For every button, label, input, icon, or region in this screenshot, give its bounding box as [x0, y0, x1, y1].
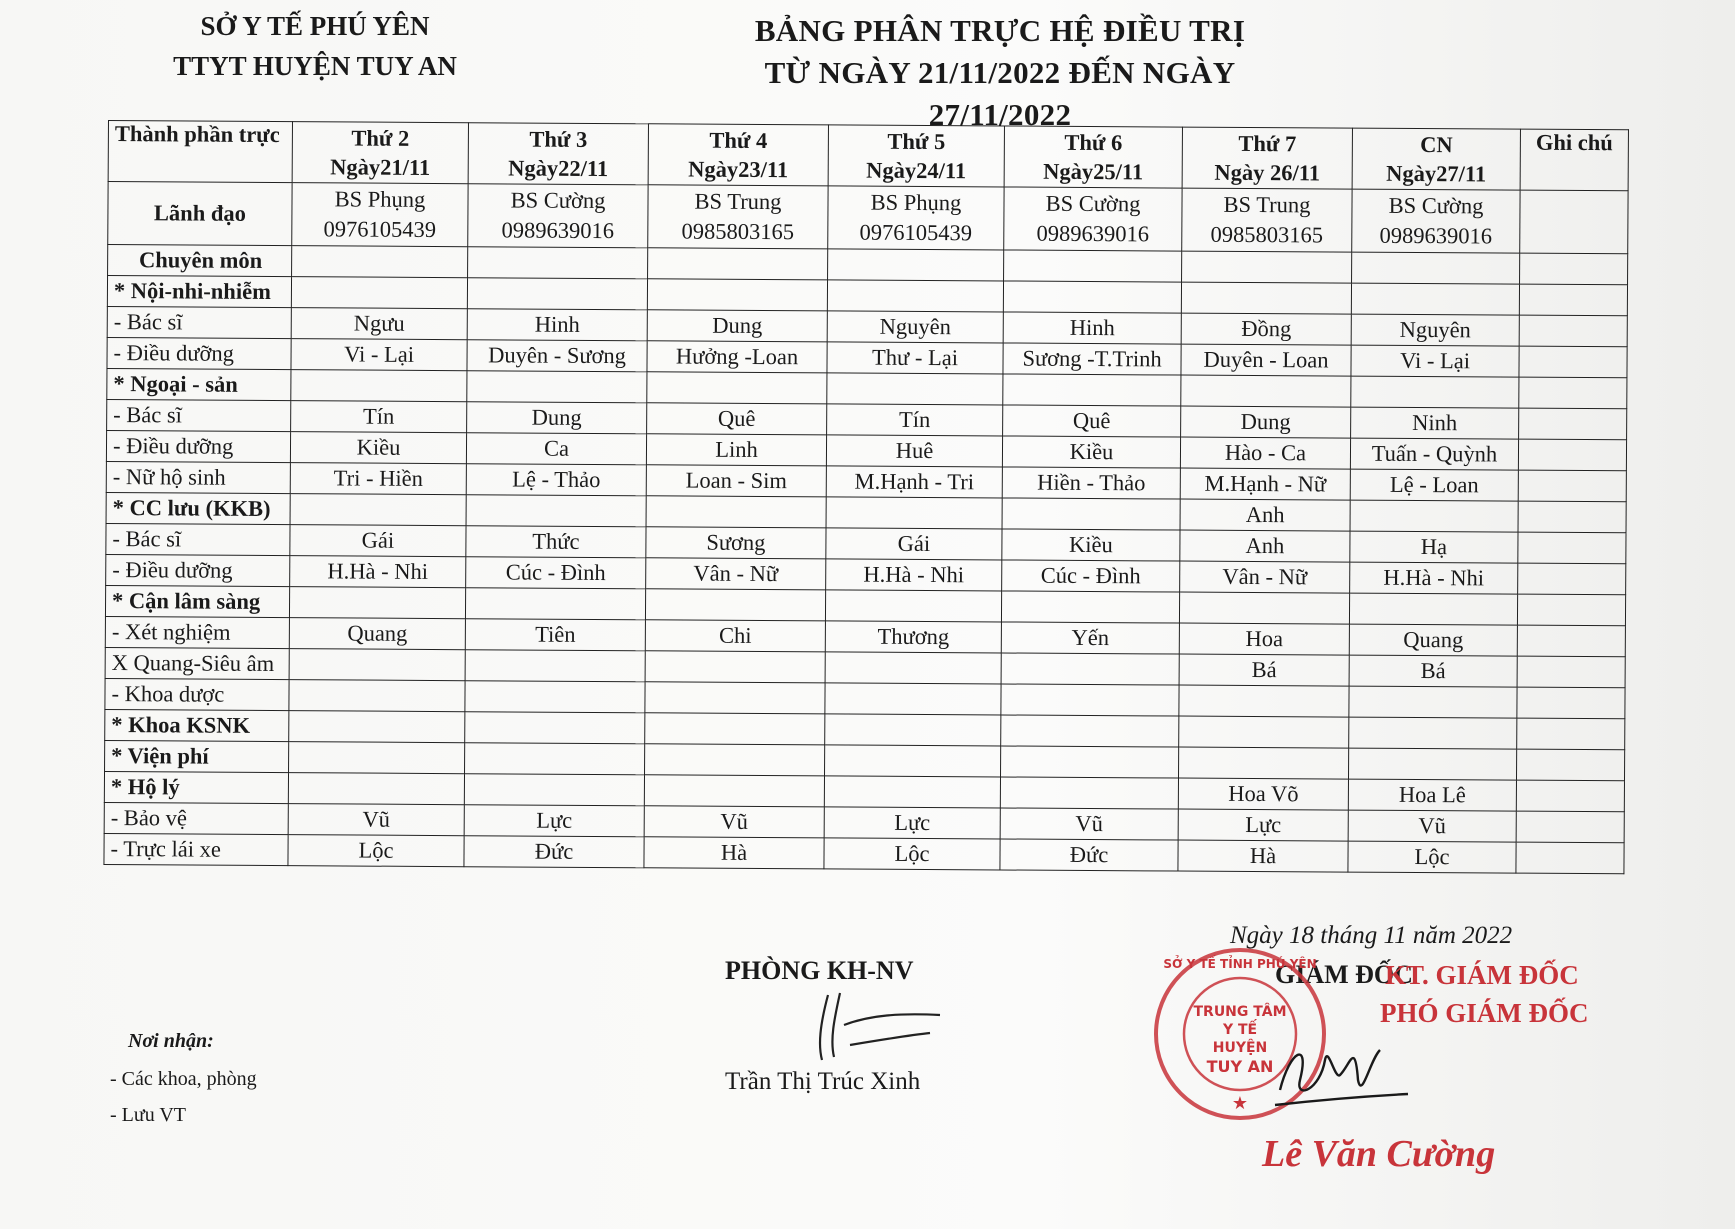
duty-cell — [1349, 686, 1517, 718]
stamp-star-icon: ★ — [1231, 1093, 1249, 1114]
duty-cell: Quê — [1003, 405, 1181, 437]
duty-cell — [645, 651, 825, 683]
duty-cell — [825, 745, 1001, 777]
duty-cell: Thương — [825, 621, 1001, 653]
note-cell — [1517, 594, 1625, 626]
leader-phone: 0989639016 — [501, 217, 615, 244]
leader-phone: 0985803165 — [681, 218, 795, 245]
duty-cell: Quang — [289, 618, 465, 650]
duty-cell: Quang — [1349, 624, 1517, 656]
row-label: - Bác sĩ — [107, 399, 291, 431]
duty-cell — [644, 775, 824, 807]
row-label: Chuyên môn — [108, 245, 292, 277]
note-cell — [1518, 563, 1626, 595]
org-line-1: SỞ Y TẾ PHÚ YÊN — [200, 11, 430, 41]
duty-cell — [827, 373, 1003, 405]
recipients-title: Nơi nhận: — [128, 1030, 214, 1052]
duty-cell: Anh — [1180, 499, 1350, 531]
duty-cell: Loan - Sim — [646, 465, 826, 497]
leader-cell — [828, 186, 1004, 250]
duty-cell — [1350, 500, 1518, 532]
duty-cell — [646, 496, 826, 528]
duty-cell: Sương -T.Trinh — [1003, 343, 1181, 375]
duty-cell: Hoa — [1179, 623, 1349, 655]
duty-cell: Vũ — [1000, 808, 1178, 840]
day-header — [468, 123, 648, 185]
duty-cell — [1003, 281, 1181, 313]
row-label: - Điều dưỡng — [106, 554, 290, 586]
department-signature — [800, 985, 950, 1065]
org-line-2: TTYT HUYỆN TUY AN — [173, 51, 457, 81]
duty-cell — [1182, 251, 1352, 283]
duty-cell — [827, 280, 1003, 312]
date-label: Ngày27/11 — [1386, 160, 1487, 187]
duty-cell: Hinh — [1003, 312, 1181, 344]
duty-cell: M.Hạnh - Nữ — [1180, 468, 1350, 500]
duty-cell: Bá — [1349, 655, 1517, 687]
duty-cell — [1001, 591, 1179, 623]
note-cell — [1517, 718, 1625, 750]
duty-cell — [1179, 747, 1349, 779]
leader-name: BS Trung — [694, 188, 782, 215]
department-signer-name: Trần Thị Trúc Xinh — [725, 1068, 921, 1095]
date-label: Ngày25/11 — [1043, 158, 1144, 185]
duty-cell: Quê — [647, 403, 827, 435]
note-cell — [1517, 687, 1625, 719]
note-cell — [1519, 346, 1627, 378]
row-label: * Khoa KSNK — [105, 709, 289, 741]
duty-cell: Gái — [290, 525, 466, 557]
duty-cell: Lộc — [824, 838, 1000, 870]
leader-name: BS Phụng — [334, 186, 426, 212]
duty-cell — [289, 587, 465, 619]
duty-cell: Lộc — [288, 835, 464, 867]
duty-cell: Vi - Lại — [1351, 345, 1519, 377]
leader-cell — [1352, 189, 1520, 253]
duty-cell — [290, 494, 466, 526]
duty-cell: Thư - Lại — [827, 342, 1003, 374]
duty-cell: Anh — [1180, 530, 1350, 562]
duty-cell — [825, 652, 1001, 684]
row-label: * Ngoại - sản — [107, 368, 291, 400]
title-line-2: TỪ NGÀY 21/11/2022 ĐẾN NGÀY 27/11/2022 — [764, 55, 1236, 132]
weekday-label: Thứ 6 — [1064, 129, 1123, 156]
director-title: GIÁM ĐỐC — [1275, 960, 1413, 989]
row-label: - Bác sĩ — [106, 523, 290, 555]
title-line-1: BẢNG PHÂN TRỰC HỆ ĐIỀU TRỊ — [754, 13, 1246, 48]
duty-cell: Vân - Nữ — [1180, 561, 1350, 593]
duty-cell: Vũ — [1348, 810, 1516, 842]
duty-cell: Vân - Nữ — [646, 558, 826, 590]
note-header: Ghi chú — [1520, 129, 1628, 191]
note-cell — [1518, 470, 1626, 502]
row-label: - Điều dưỡng — [106, 430, 290, 462]
duty-cell: Nguyên — [827, 311, 1003, 343]
row-label: - Khoa dược — [105, 678, 289, 710]
stamp-line-3: HUYỆN — [1212, 1040, 1268, 1056]
duty-cell: Bá — [1179, 654, 1349, 686]
duty-cell: Tuấn - Quỳnh — [1350, 438, 1518, 470]
duty-cell: Lực — [824, 807, 1000, 839]
date-label: Ngày 26/11 — [1214, 159, 1321, 186]
duty-cell — [465, 588, 645, 620]
duty-cell — [1352, 252, 1520, 284]
row-label: * CC lưu (KKB) — [106, 492, 290, 524]
duty-cell: Tín — [291, 401, 467, 433]
stamp-line-2: Y TẾ — [1222, 1022, 1258, 1038]
duty-cell: Hinh — [467, 309, 647, 341]
duty-cell: Cúc - Đình — [1002, 560, 1180, 592]
duty-cell — [1001, 746, 1179, 778]
place-date: Ngày 18 tháng 11 năm 2022 — [1230, 922, 1513, 949]
stamp-ring-text: SỞ Y TẾ TỈNH PHÚ YÊN — [1163, 957, 1317, 971]
row-label: * Hộ lý — [104, 771, 288, 803]
duty-cell: Đồng — [1181, 313, 1351, 345]
duty-cell: Lực — [1178, 809, 1348, 841]
leader-name: BS Cường — [510, 187, 606, 214]
duty-cell — [465, 681, 645, 713]
duty-cell: Lộc — [1348, 841, 1516, 873]
stamp-line-4: TUY AN — [1206, 1057, 1274, 1076]
row-label: Lãnh đạo — [108, 182, 292, 246]
duty-cell — [1351, 376, 1519, 408]
duty-cell — [1181, 282, 1351, 314]
duty-cell: Lệ - Loan — [1350, 469, 1518, 501]
row-label: * Viện phí — [105, 740, 289, 772]
note-cell — [1520, 253, 1628, 285]
deputy-director-title: PHÓ GIÁM ĐỐC — [1380, 998, 1589, 1028]
duty-cell: Lực — [464, 805, 644, 837]
duty-cell: Thức — [466, 526, 646, 558]
duty-cell: Hào - Ca — [1180, 437, 1350, 469]
note-cell — [1518, 439, 1626, 471]
kt-director-title: KT. GIÁM ĐỐC — [1385, 960, 1579, 990]
leader-phone: 0976105439 — [859, 219, 973, 246]
note-cell — [1518, 501, 1626, 533]
duty-cell: Cúc - Đình — [466, 557, 646, 589]
date-label: Ngày23/11 — [688, 156, 789, 183]
duty-cell: H.Hà - Nhi — [1350, 562, 1518, 594]
duty-cell: Yến — [1001, 622, 1179, 654]
date-label: Ngày24/11 — [866, 157, 967, 184]
row-label: * Nội-nhi-nhiễm — [107, 276, 291, 308]
duty-cell — [1351, 283, 1519, 315]
duty-cell: Đức — [464, 836, 644, 868]
duty-cell — [828, 249, 1004, 281]
duty-cell — [1348, 748, 1516, 780]
duty-cell — [291, 277, 467, 309]
duty-cell — [648, 248, 828, 280]
row-label: - Bác sĩ — [107, 306, 291, 338]
note-cell — [1516, 842, 1624, 874]
duty-cell — [289, 649, 465, 681]
duty-cell — [465, 743, 645, 775]
duty-cell: Lệ - Thảo — [466, 464, 646, 496]
duty-cell: Linh — [646, 434, 826, 466]
duty-roster-table — [103, 120, 1629, 874]
note-cell — [1517, 625, 1625, 657]
duty-cell: M.Hạnh - Tri — [826, 466, 1002, 498]
duty-cell: Hạ — [1350, 531, 1518, 563]
leader-cell — [1004, 187, 1182, 251]
duty-cell — [1001, 715, 1179, 747]
leader-name: BS Cường — [1045, 190, 1141, 217]
leader-cell — [292, 183, 468, 247]
note-cell — [1519, 284, 1627, 316]
duty-cell: Gái — [826, 528, 1002, 560]
note-cell — [1519, 408, 1627, 440]
duty-cell: H.Hà - Nhi — [826, 559, 1002, 591]
duty-cell: Tín — [827, 404, 1003, 436]
duty-cell — [1003, 374, 1181, 406]
leader-phone: 0989639016 — [1036, 220, 1150, 247]
duty-cell — [825, 683, 1001, 715]
duty-cell: Vũ — [644, 806, 824, 838]
duty-cell — [1349, 593, 1517, 625]
duty-cell: Vũ — [288, 804, 464, 836]
leader-name: BS Cường — [1388, 192, 1484, 219]
leader-name: BS Trung — [1223, 191, 1311, 218]
duty-cell — [292, 246, 468, 278]
duty-cell: Hưởng -Loan — [647, 341, 827, 373]
duty-cell — [291, 370, 467, 402]
duty-cell: Vi - Lại — [291, 339, 467, 371]
duty-cell — [824, 776, 1000, 808]
day-header — [292, 122, 468, 184]
duty-cell: Đức — [1000, 839, 1178, 871]
leader-phone: 0989639016 — [1379, 222, 1493, 249]
duty-cell — [1181, 375, 1351, 407]
duty-cell — [645, 682, 825, 714]
duty-cell: H.Hà - Nhi — [290, 556, 466, 588]
duty-cell: Hoa Lê — [1348, 779, 1516, 811]
duty-cell: Kiều — [1002, 436, 1180, 468]
duty-cell — [468, 247, 648, 279]
recipient-item: - Lưu VT — [110, 1104, 187, 1126]
duty-cell — [825, 714, 1001, 746]
leadership-row — [108, 182, 1628, 254]
leader-cell — [648, 185, 828, 249]
duty-cell — [1179, 592, 1349, 624]
duty-cell: Kiều — [290, 432, 466, 464]
note-cell — [1516, 780, 1624, 812]
duty-cell: Nguyên — [1351, 314, 1519, 346]
duty-cell: Ca — [466, 433, 646, 465]
weekday-label: Thứ 7 — [1238, 130, 1297, 157]
duty-cell: Ngưu — [291, 308, 467, 340]
leader-phone: 0976105439 — [323, 216, 437, 243]
leader-cell — [468, 184, 648, 248]
duty-cell — [465, 712, 645, 744]
duty-cell: Duyên - Loan — [1181, 344, 1351, 376]
weekday-label: Thứ 4 — [709, 127, 768, 154]
duty-cell — [464, 774, 644, 806]
day-header — [1182, 127, 1352, 189]
duty-cell — [289, 680, 465, 712]
duty-cell — [825, 590, 1001, 622]
duty-cell — [1001, 684, 1179, 716]
duty-cell — [826, 497, 1002, 529]
duty-cell — [465, 650, 645, 682]
duty-cell — [1179, 685, 1349, 717]
note-cell — [1520, 190, 1628, 254]
duty-cell: Hiền - Thảo — [1002, 467, 1180, 499]
duty-cell: Tiên — [465, 619, 645, 651]
date-label: Ngày22/11 — [508, 155, 609, 182]
weekday-label: CN — [1420, 132, 1453, 158]
row-label: - Điều dưỡng — [107, 337, 291, 369]
stamp-line-1: TRUNG TÂM — [1193, 1004, 1287, 1020]
row-label: - Bảo vệ — [104, 802, 288, 834]
row-label: X Quang-Siêu âm — [105, 647, 289, 679]
director-signature — [1270, 1020, 1410, 1120]
duty-cell — [1000, 777, 1178, 809]
leader-phone: 0985803165 — [1210, 221, 1324, 248]
duty-cell — [467, 371, 647, 403]
duty-cell: Tri - Hiền — [290, 463, 466, 495]
note-cell — [1518, 532, 1626, 564]
duty-cell — [1349, 717, 1517, 749]
duty-cell — [467, 278, 647, 310]
day-header — [1352, 128, 1520, 190]
duty-cell — [645, 713, 825, 745]
note-cell — [1519, 315, 1627, 347]
duty-cell — [1002, 498, 1180, 530]
duty-cell: Sương — [646, 527, 826, 559]
row-label: - Nữ hộ sinh — [106, 461, 290, 493]
recipient-item: - Các khoa, phòng — [110, 1068, 257, 1090]
duty-cell — [1004, 250, 1182, 282]
duty-cell — [645, 744, 825, 776]
duty-cell: Dung — [467, 402, 647, 434]
duty-cell — [647, 372, 827, 404]
day-header — [648, 124, 828, 186]
director-name: Lê Văn Cường — [1262, 1133, 1496, 1175]
duty-cell: Hà — [1178, 840, 1348, 872]
duty-cell: Dung — [647, 310, 827, 342]
leader-cell — [1182, 188, 1352, 252]
day-header — [828, 125, 1004, 187]
duty-cell: Duyên - Sương — [467, 340, 647, 372]
duty-cell: Hà — [644, 837, 824, 869]
weekday-label: Thứ 3 — [529, 126, 588, 152]
duty-cell: Chi — [645, 620, 825, 652]
duty-cell: Huê — [826, 435, 1002, 467]
date-label: Ngày21/11 — [330, 154, 431, 180]
duty-cell — [647, 279, 827, 311]
day-header — [1004, 126, 1182, 188]
duty-cell — [289, 742, 465, 774]
header-row — [108, 121, 1628, 191]
duty-cell — [645, 589, 825, 621]
weekday-label: Thứ 5 — [887, 128, 946, 155]
duty-cell: Ninh — [1351, 407, 1519, 439]
duty-cell — [1001, 653, 1179, 685]
weekday-label: Thứ 2 — [351, 125, 410, 151]
note-cell — [1516, 749, 1624, 781]
corner-label: Thành phần trực — [108, 121, 292, 183]
duty-cell: Dung — [1181, 406, 1351, 438]
note-cell — [1516, 811, 1624, 843]
row-label: - Xét nghiệm — [105, 616, 289, 648]
duty-cell — [288, 773, 464, 805]
department-title: PHÒNG KH-NV — [725, 956, 914, 985]
duty-cell — [466, 495, 646, 527]
note-cell — [1519, 377, 1627, 409]
duty-cell — [289, 711, 465, 743]
document-title — [700, 10, 1300, 136]
row-label: - Trực lái xe — [104, 833, 288, 865]
organization-header — [150, 6, 480, 86]
duty-cell: Hoa Võ — [1178, 778, 1348, 810]
duty-cell: Kiều — [1002, 529, 1180, 561]
note-cell — [1517, 656, 1625, 688]
duty-cell — [1179, 716, 1349, 748]
row-label: * Cận lâm sàng — [105, 585, 289, 617]
leader-name: BS Phụng — [870, 189, 962, 216]
